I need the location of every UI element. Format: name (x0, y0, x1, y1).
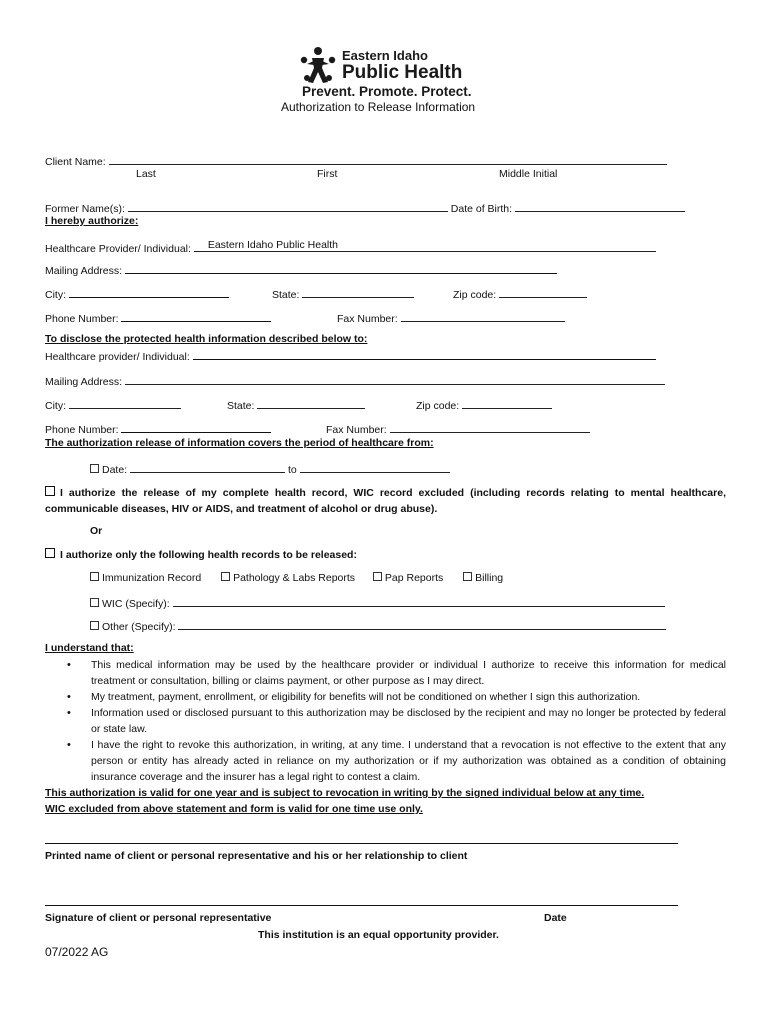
disclose-zip-label: Zip code: (416, 400, 460, 412)
billing-label: Billing (475, 572, 504, 584)
last-label: Last (136, 168, 156, 180)
form-title: Authorization to Release Information (281, 100, 476, 114)
dob-field[interactable] (515, 200, 685, 212)
billing-checkbox[interactable] (463, 572, 472, 581)
printed-name-label: Printed name of client or personal representative and his or her relationship to client (45, 850, 468, 862)
authorize-provider-field[interactable] (194, 239, 656, 252)
printed-name-line[interactable] (45, 843, 678, 844)
former-names-field[interactable] (128, 200, 448, 212)
disclose-heading: To disclose the protected health information described below to: (45, 333, 368, 345)
former-names-label: Former Name(s): (45, 203, 125, 215)
disclose-state-field[interactable] (257, 397, 365, 409)
only-following-text: I authorize only the following health records to be released: (60, 549, 357, 561)
authorize-city-label: City: (45, 289, 66, 301)
former-names-row (45, 200, 685, 216)
other-label: Other (Specify): (102, 621, 176, 633)
client-name-label: Client Name: (45, 156, 106, 168)
understand-item: • I have the right to revoke this authorization, in writing, at any time. I understand that a revocation is not effective to the extent that any person or entity has already acted in reliance on my authorization or if my authorization was obtained as a condition of obtaining insurance coverage and the insurer has a legal right to contest a claim. (45, 737, 726, 785)
authorize-provider-row (45, 239, 656, 256)
wic-row (90, 595, 665, 611)
disclose-mailing-label: Mailing Address: (45, 376, 123, 388)
period-to-label: to (287, 464, 297, 476)
authorize-state-row (272, 286, 414, 302)
complete-record-text: I authorize the release of my complete health record, WIC record excluded (including records relating to mental healthcare, communicable diseases, HIV or AIDS, and treatment of alcohol or drug abuse). (45, 487, 726, 515)
authorize-fax-row (337, 310, 565, 326)
only-following-option (45, 548, 357, 562)
disclose-city-field[interactable] (69, 397, 181, 409)
first-label: First (317, 168, 338, 180)
org-name-line2: Public Health (342, 62, 463, 83)
disclose-zip-field[interactable] (462, 397, 552, 409)
disclose-state-row (227, 397, 365, 413)
record-types-row (90, 572, 503, 585)
period-row (90, 461, 450, 477)
disclose-fax-field[interactable] (390, 421, 590, 433)
authorize-zip-label: Zip code: (453, 289, 497, 301)
period-to-field[interactable] (300, 461, 450, 473)
authorize-mailing-field[interactable] (125, 262, 557, 274)
other-checkbox[interactable] (90, 621, 99, 630)
wic-checkbox[interactable] (90, 598, 99, 607)
disclose-mailing-row (45, 373, 665, 389)
authorize-provider-value: Eastern Idaho Public Health (207, 239, 339, 251)
signature-line[interactable] (45, 905, 678, 906)
authorize-phone-row (45, 310, 271, 326)
disclose-zip-row (416, 397, 552, 413)
wic-specify-field[interactable] (173, 595, 665, 607)
disclose-provider-field[interactable] (193, 348, 656, 360)
authorize-zip-field[interactable] (499, 286, 587, 298)
authorize-phone-field[interactable] (121, 310, 271, 322)
pathology-label: Pathology & Labs Reports (233, 572, 356, 584)
authorize-fax-field[interactable] (401, 310, 565, 322)
authorize-city-row (45, 286, 229, 302)
complete-record-checkbox[interactable] (45, 486, 55, 496)
org-name-line1: Eastern Idaho (342, 48, 428, 63)
immunization-checkbox[interactable] (90, 572, 99, 581)
other-specify-field[interactable] (178, 618, 666, 630)
understand-item: • Information used or disclosed pursuant to this authorization may be disclosed by the recipient and may no longer be protected by federal or state law. (45, 705, 726, 737)
disclose-city-label: City: (45, 400, 66, 412)
only-following-checkbox[interactable] (45, 548, 55, 558)
pathology-checkbox[interactable] (221, 572, 230, 581)
period-from-field[interactable] (130, 461, 285, 473)
disclose-phone-label: Phone Number: (45, 424, 119, 436)
disclose-city-row (45, 397, 181, 413)
disclose-provider-label: Healthcare provider/ Individual: (45, 351, 190, 363)
client-name-field[interactable] (109, 153, 667, 165)
people-logo-icon (298, 46, 338, 86)
signature-date-label: Date (544, 912, 567, 924)
other-row (90, 618, 666, 634)
understand-list (45, 657, 726, 785)
tagline: Prevent. Promote. Protect. (302, 84, 472, 99)
valid-statement: This authorization is valid for one year and is subject to revocation in writing by the signed individual below at any time. (45, 787, 645, 799)
disclose-phone-field[interactable] (121, 421, 271, 433)
disclose-mailing-field[interactable] (125, 373, 665, 385)
wic-statement: WIC excluded from above statement and form is valid for one time use only. (45, 803, 423, 815)
authorize-city-field[interactable] (69, 286, 229, 298)
disclose-phone-row (45, 421, 271, 437)
complete-record-option (45, 485, 726, 517)
or-label: Or (90, 525, 103, 537)
understand-item: • This medical information may be used by the healthcare provider or individual I authorize to receive this information for medical treatment or consultation, billing or claims payment, or other purpose as I may direct. (45, 657, 726, 689)
period-heading: The authorization release of information covers the period of healthcare from: (45, 437, 434, 449)
authorize-state-label: State: (272, 289, 300, 301)
pap-checkbox[interactable] (373, 572, 382, 581)
wic-label: WIC (Specify): (102, 598, 170, 610)
equal-opportunity-statement: This institution is an equal opportunity provider. (258, 929, 499, 941)
authorize-mailing-row (45, 262, 557, 278)
disclose-fax-label: Fax Number: (326, 424, 387, 436)
logo (298, 44, 478, 88)
authorize-provider-label: Healthcare Provider/ Individual: (45, 243, 191, 255)
authorize-heading: I hereby authorize: (45, 215, 139, 227)
understand-heading: I understand that: (45, 642, 134, 654)
understand-item: • My treatment, payment, enrollment, or eligibility for benefits will not be conditioned on whether I sign this authorization. (45, 689, 726, 705)
period-date-label: Date: (102, 464, 128, 476)
pap-label: Pap Reports (384, 572, 444, 584)
authorize-fax-label: Fax Number: (337, 313, 398, 325)
authorize-mailing-label: Mailing Address: (45, 265, 123, 277)
disclose-provider-row (45, 348, 656, 364)
middle-initial-label: Middle Initial (499, 168, 558, 180)
signature-label: Signature of client or personal representative (45, 912, 272, 924)
authorize-phone-label: Phone Number: (45, 313, 119, 325)
disclose-state-label: State: (227, 400, 255, 412)
authorize-state-field[interactable] (302, 286, 414, 298)
disclose-fax-row (326, 421, 590, 437)
authorize-zip-row (453, 286, 587, 302)
form-code: 07/2022 AG (45, 945, 109, 959)
immunization-label: Immunization Record (102, 572, 202, 584)
client-name-row (45, 153, 667, 169)
dob-label: Date of Birth: (450, 203, 513, 215)
period-date-checkbox[interactable] (90, 464, 99, 473)
